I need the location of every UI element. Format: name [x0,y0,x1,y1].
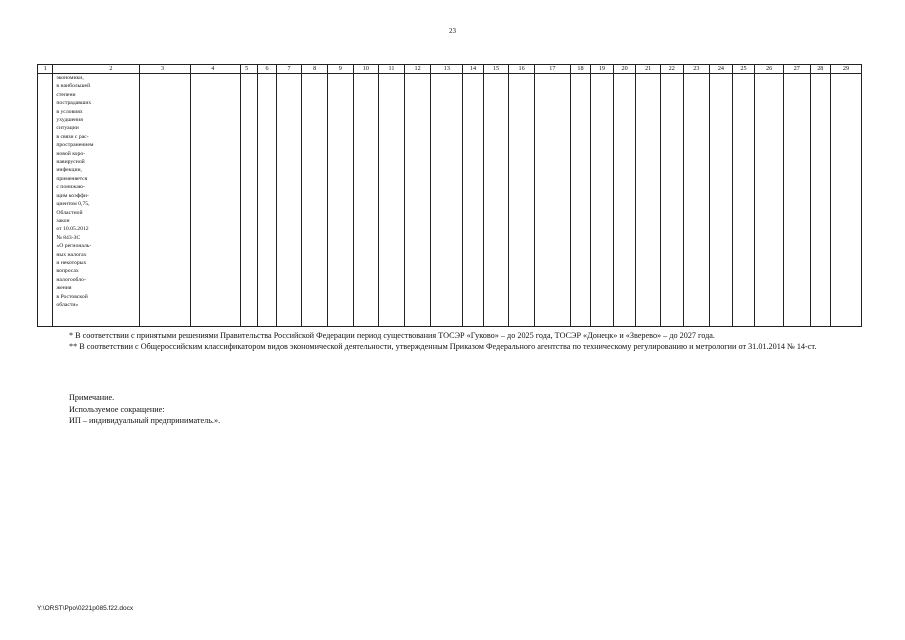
cell-text-line: вопросах [56,268,79,275]
table-cell [463,74,483,327]
table-cell [831,74,862,327]
column-number: 16 [509,65,535,74]
abbreviation-item: ИП – индивидуальный предприниматель.». [69,416,221,425]
column-number: 22 [660,65,683,74]
page-number: 23 [449,27,456,35]
file-path: Y:\ORST\Ppo\0221p085.f22.docx [37,605,134,612]
column-number: 7 [276,65,302,74]
note-title: Примечание. [69,393,115,402]
column-number: 15 [483,65,509,74]
column-number: 14 [463,65,483,74]
cell-text-line: и некоторых [56,259,87,266]
table-cell [710,74,733,327]
column-number: 23 [683,65,710,74]
column-number: 28 [810,65,830,74]
footnote-double-asterisk: ** В соответствии с Общероссийским классификатором видов экономической деятельности, утвержденным Приказом Федерального агентства по техническому регулированию и метрологии от 31.01.2014 № 14-ст. [69,341,817,351]
cell-text-line: Областной [56,209,83,216]
table-cell [660,74,683,327]
column-number: 1 [38,65,53,74]
table-header-row [38,65,862,74]
cell-text-line: пострадавших [56,100,92,107]
cell-text-line: в Ростовской [56,293,88,300]
footnote-single-asterisk: * В соответствии с принятыми решениями Правительства Российской Федерации период существования ТОСЭР «Гуково» – до 2025 года, ТОСЭР «Донецк» и «Зверево» – до 2027 года. [69,331,715,340]
column-number: 6 [258,65,276,74]
column-number: 21 [636,65,661,74]
column-number: 29 [831,65,862,74]
cell-text-line: в связи с рас- [56,133,89,140]
column-number: 18 [570,65,590,74]
table-cell [276,74,302,327]
table-row [38,74,862,327]
cell-text-line: степени [56,91,76,98]
cell-text-line: экономики, [56,75,84,81]
table-cell [240,74,257,327]
cell-text-line: щим коэффи- [56,192,89,199]
table-cell [732,74,755,327]
column-number: 11 [379,65,405,74]
cell-text-line: жения [56,285,72,292]
cell-text-line: навирусной [56,159,85,166]
column-number: 5 [240,65,257,74]
table-cell [534,74,570,327]
table-cell [483,74,509,327]
column-number: 19 [591,65,614,74]
table-cell [140,74,190,327]
table-cell [636,74,661,327]
cell-text-line: № 843-ЗС [56,234,81,241]
cell-text-line: с понижаю- [56,184,85,191]
table-cell [38,74,53,327]
cell-text-line: закон [56,217,70,224]
column-number: 20 [613,65,636,74]
column-number: 4 [190,65,240,74]
column-number: 13 [431,65,463,74]
cell-text-line: налогообло- [56,276,86,283]
table-cell [591,74,614,327]
table-cell [755,74,784,327]
table-cell [431,74,463,327]
column-number: 25 [732,65,755,74]
table-cell [613,74,636,327]
cell-text-line: применяется [56,175,88,182]
cell-text-line: в условиях [56,108,83,115]
column-number: 17 [534,65,570,74]
table-cell [327,74,353,327]
table-cell [379,74,405,327]
notes-block [69,392,769,427]
column-number: 9 [327,65,353,74]
cell-text-line: области» [56,301,79,308]
column-number: 2 [53,65,140,74]
cell-text-line: «О региональ- [56,243,92,250]
table-cell [810,74,830,327]
cell-text-line: новой коро- [56,150,86,157]
cell-text-line: в наибольшей [56,83,91,90]
table-cell [783,74,810,327]
table-cell [190,74,240,327]
cell-text-line: от 10.05.2012 [56,226,89,233]
table-cell [258,74,276,327]
column2-text-cell [53,74,140,327]
column-number: 8 [302,65,328,74]
cell-text-line: пространением [56,142,94,149]
column-number: 3 [140,65,190,74]
data-table [37,64,862,327]
footnotes [37,331,863,352]
column-number: 27 [783,65,810,74]
column-number: 10 [353,65,379,74]
table-cell [302,74,328,327]
cell-text-line: циентом 0,75, [56,201,90,208]
abbreviation-heading: Используемое сокращение: [69,404,165,414]
cell-text-line: инфекции, [56,167,82,174]
table-cell [509,74,535,327]
column-number: 12 [404,65,431,74]
table-cell [570,74,590,327]
table-cell [353,74,379,327]
table-cell [404,74,431,327]
column-number: 26 [755,65,784,74]
cell-text-line: ухудшения [56,117,83,124]
table-cell [683,74,710,327]
cell-text-line: ных налогах [56,251,87,258]
column-number: 24 [710,65,733,74]
cell-text-line: ситуации [56,125,79,132]
